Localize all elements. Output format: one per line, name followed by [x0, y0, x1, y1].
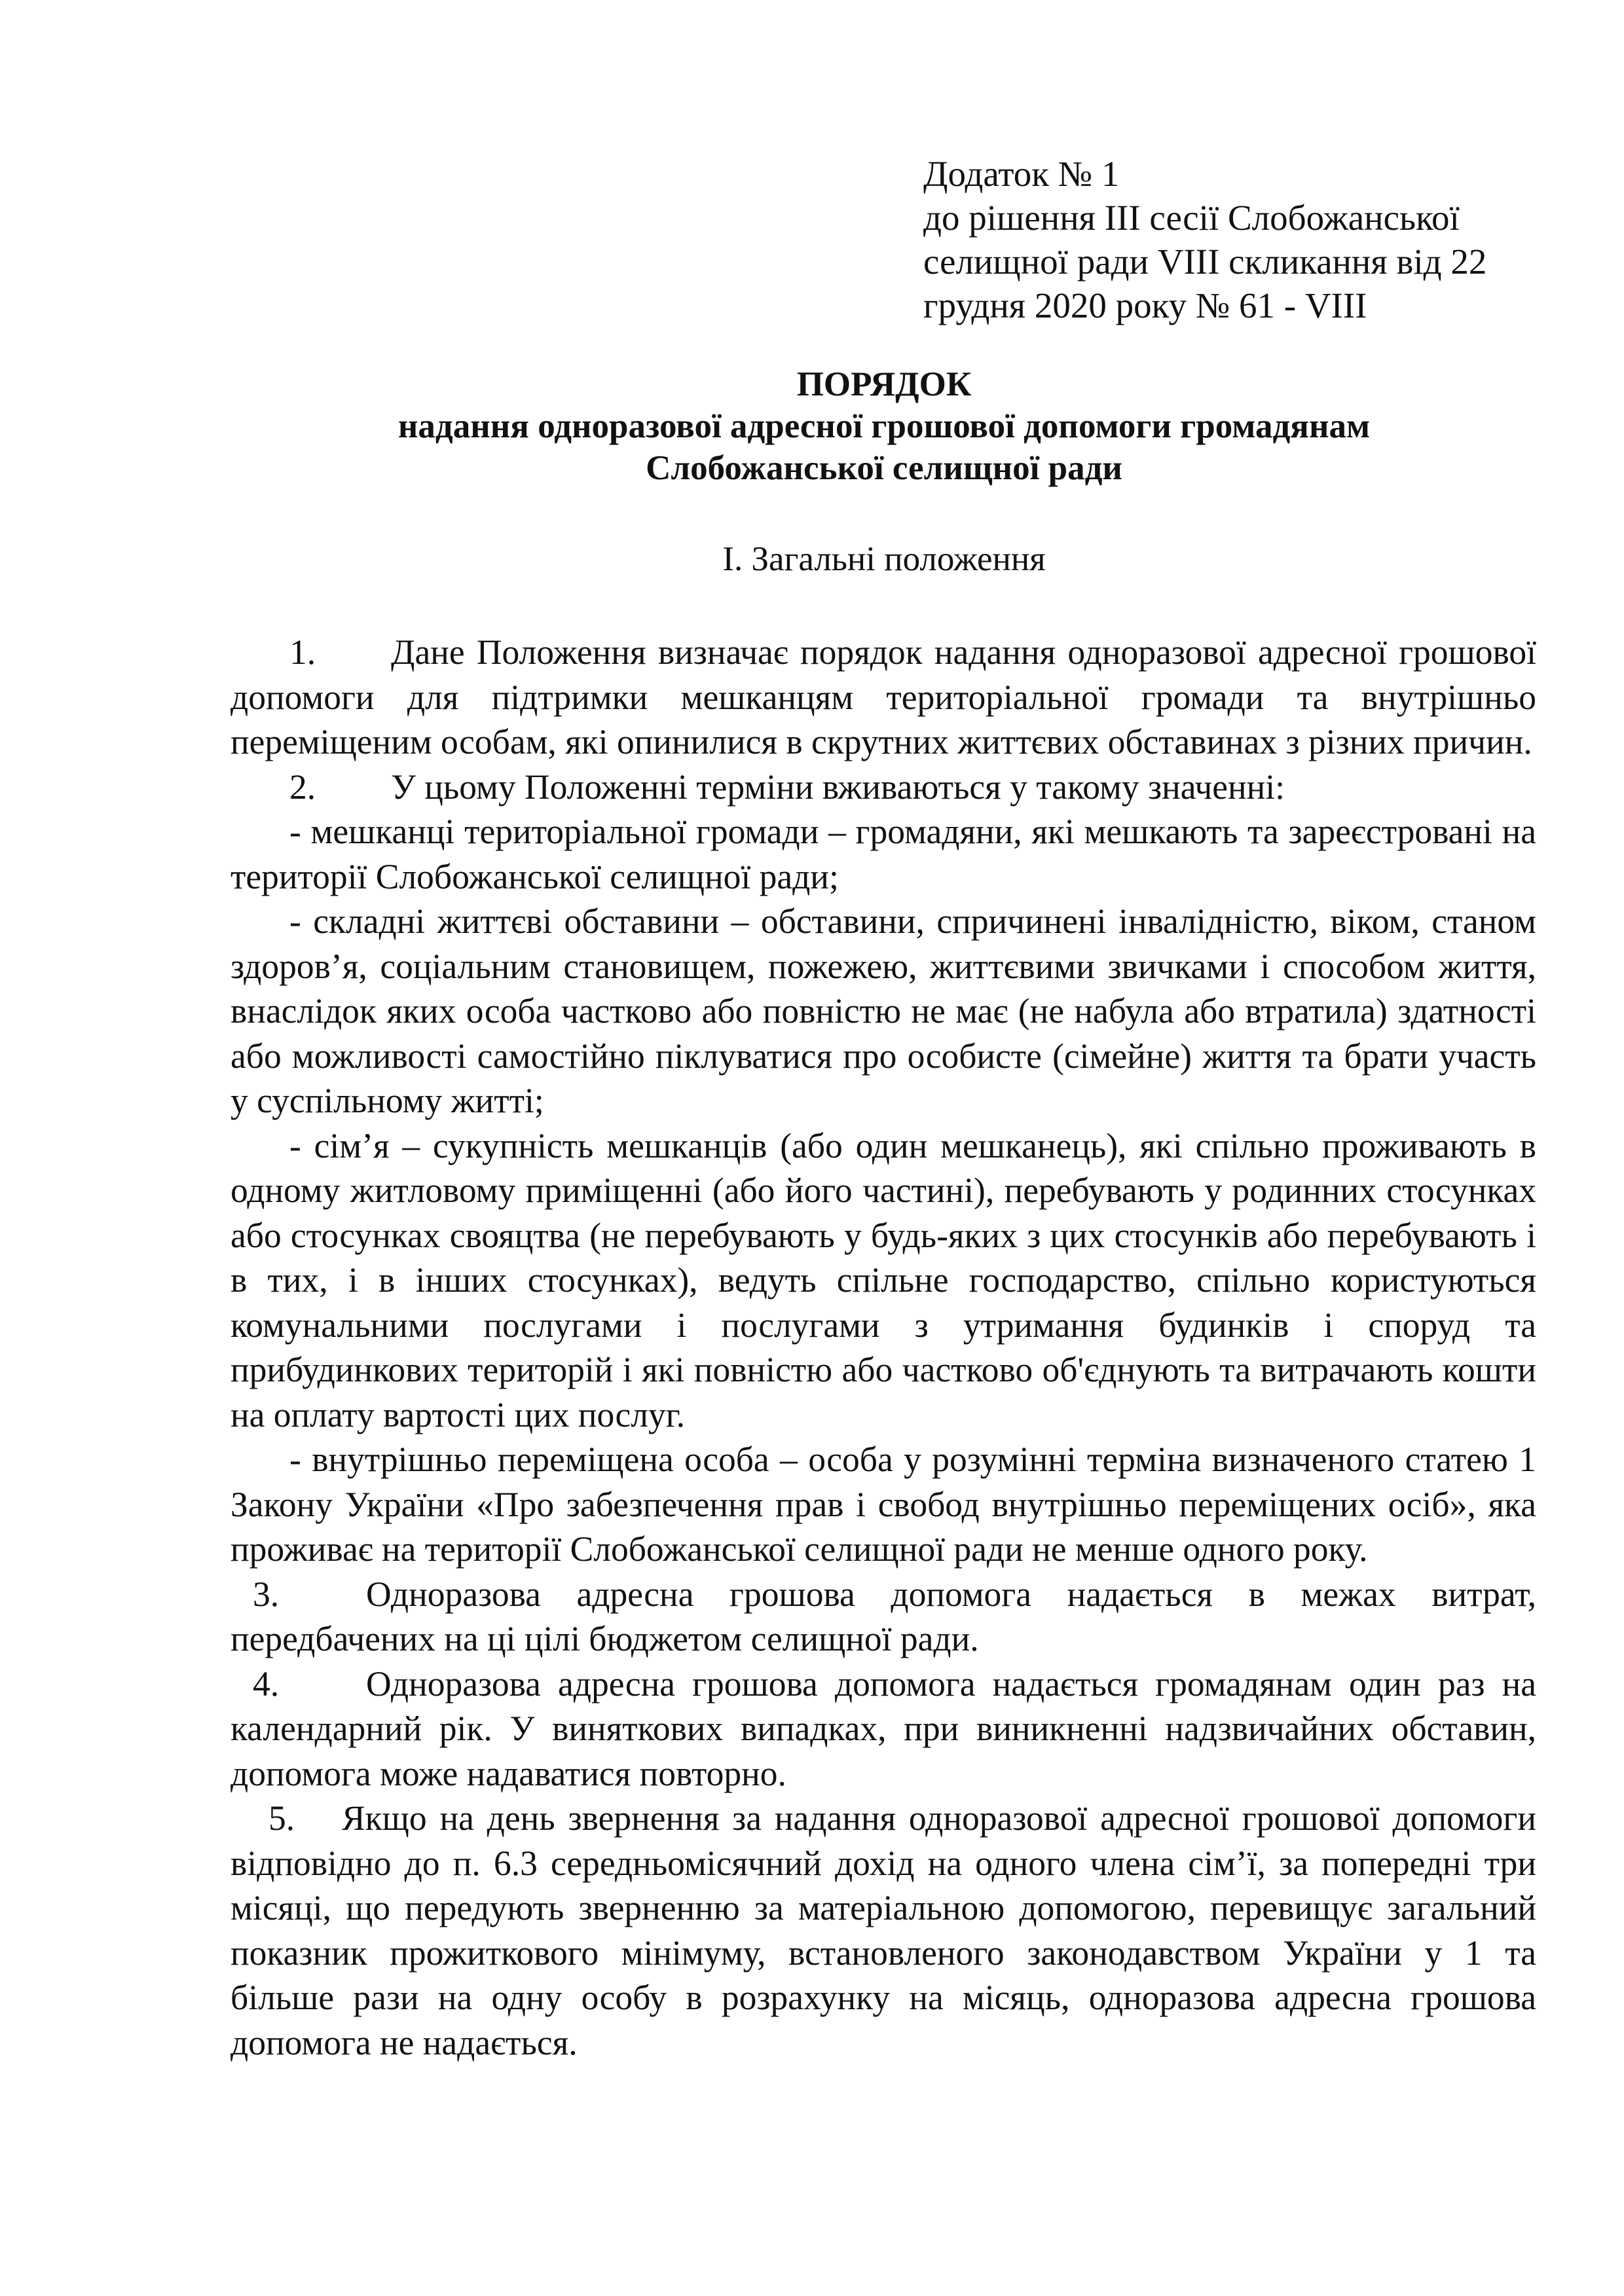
appendix-note	[923, 152, 1565, 327]
appendix-line: селищної ради VІІІ скликання від 22	[923, 242, 1487, 282]
title-subtitle: надання одноразової адресної грошової допомоги громадянам	[397, 407, 1371, 445]
appendix-line: Додаток № 1	[923, 154, 1120, 194]
item-text: Дане Положення визначає порядок надання одноразової адресної грошової допомоги для підтримки мешканцям територіальної громади та внутрішньо переміщеним особам, які опинилися в скрутних життєвих обставинах з різних причин.	[231, 632, 1536, 761]
appendix-line: до рішення ІІІ сесії Слобожанської	[923, 198, 1460, 238]
definition-idp: - внутрішньо переміщена особа – особа у розумінні терміна визначеного статею 1 Закону України «Про забезпечення прав і свобод внутрішньо переміщених осіб», яка проживає на території Слобожанської селищної ради не менше одного року.	[231, 1440, 1536, 1569]
appendix-line: грудня 2020 року № 61 - VІІІ	[923, 285, 1367, 325]
definition-family: - сім’я – сукупність мешканців (або один мешканець), які спільно проживають в одному житловому приміщенні (або його частині), перебувають у родинних стосунках або стосунках свояцтва (не перебувають у будь-яких з цих стосунків або перебувають і в тих, і в інших стосунках), ведуть спільне господарство, спільно користуються комунальними послугами і послугами з утримання будинків і споруд та прибудинкових територій і які повністю або частково об'єднують та витрачають кошти на оплату вартості цих послуг.	[231, 1125, 1536, 1434]
document-body	[231, 630, 1536, 2065]
item-text: У цьому Положенні терміни вживаються у такому значенні:	[391, 767, 1285, 807]
item-text: Одноразова адресна грошова допомога надається громадянам один раз на календарний рік. У виняткових випадках, при виникненні надзвичайних обставин, допомога може надаватися повторно.	[231, 1664, 1536, 1793]
paragraph-item-2	[231, 765, 1536, 810]
item-text: Одноразова адресна грошова допомога надається в межах витрат, передбачених на ці цілі бюджетом селищної ради.	[231, 1574, 1536, 1658]
paragraph-item-3	[231, 1572, 1536, 1662]
item-number: 4.	[253, 1664, 280, 1704]
definition-hardship: - складні життєві обставини – обставини, спричинені інвалідністю, віком, станом здоров’я, соціальним становищем, пожежею, життєвими звичками і способом життя, внаслідок яких особа частково або повністю не має (не набула або втратила) здатності або можливості самостійно піклуватися про особисте (сімейне) життя та брати участь у суспільному житті;	[231, 902, 1536, 1120]
paragraph-item-1	[231, 630, 1536, 765]
section-heading: І. Загальні положення	[722, 540, 1046, 578]
item-number: 3.	[253, 1574, 280, 1614]
title-main: ПОРЯДОК	[796, 365, 972, 403]
definition-residents: - мешканці територіальної громади – громадяни, які мешкають та зареєстровані на території Слобожанської селищної ради;	[231, 812, 1536, 896]
item-number: 1.	[289, 632, 316, 672]
item-number: 5.	[268, 1798, 295, 1838]
item-text: Якщо на день звернення за надання одноразової адресної грошової допомоги відповідно до п. 6.3 середньомісячний дохід на одного члена сім’ї, за попередні три місяці, що передують зверненню за матеріальною допомогою, перевищує загальний показник прожиткового мінімуму, встановленого законодавством України у 1 та більше рази на одну особу в розрахунку на місяць, одноразова адресна грошова допомога не надається.	[231, 1798, 1536, 2062]
document-title	[196, 363, 1572, 489]
paragraph-item-5	[231, 1796, 1536, 2065]
item-number: 2.	[289, 767, 316, 807]
title-subtitle: Слобожанської селищної ради	[646, 449, 1122, 487]
paragraph-item-4	[231, 1662, 1536, 1796]
